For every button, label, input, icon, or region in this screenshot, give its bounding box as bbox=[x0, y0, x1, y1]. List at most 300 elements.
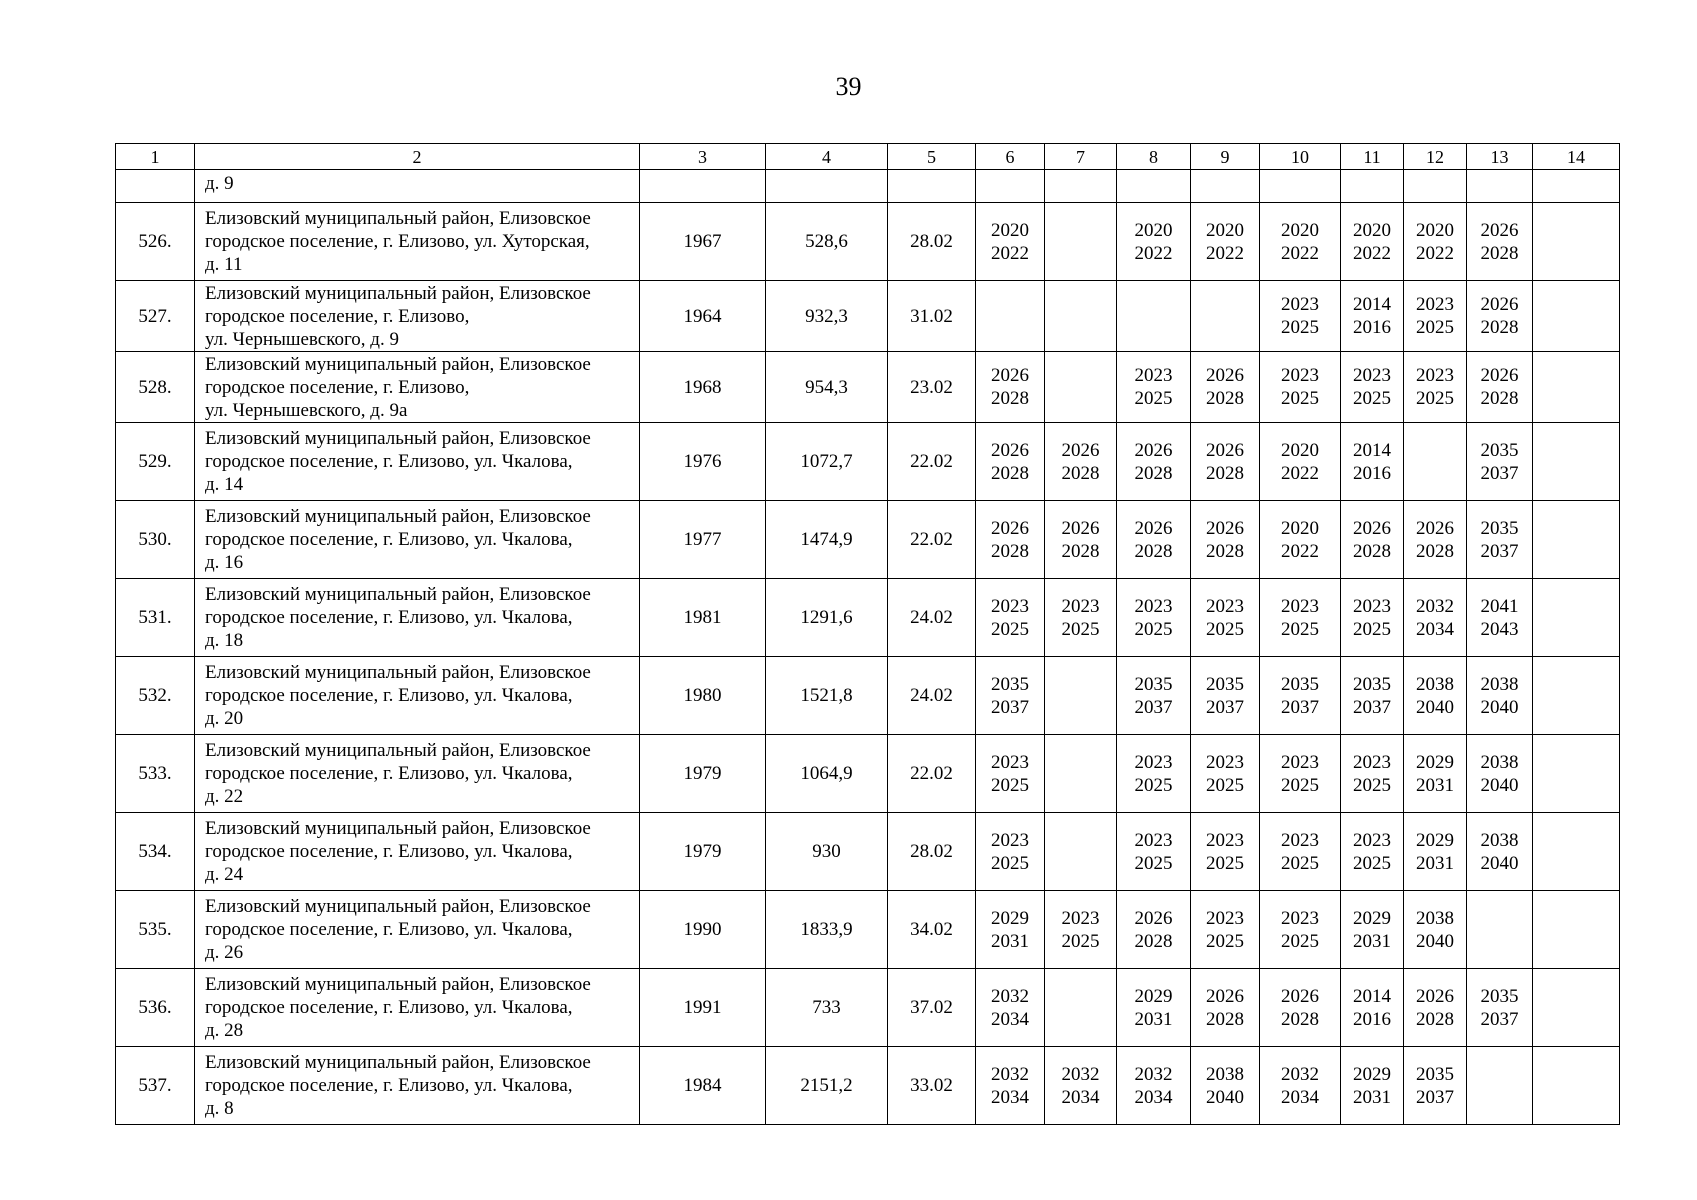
period-year: 2023 bbox=[1134, 829, 1173, 851]
period-year: 2016 bbox=[1353, 1008, 1391, 1030]
period-year: 2026 bbox=[1281, 985, 1319, 1007]
address-line: Елизовский муниципальный район, Елизовское bbox=[205, 208, 591, 229]
period-year: 2029 bbox=[991, 907, 1029, 929]
period-year: 2026 bbox=[1480, 294, 1519, 315]
address-line: городское поселение, г. Елизово, ул. Чкалова, bbox=[205, 1075, 573, 1096]
cell-note bbox=[1533, 501, 1620, 579]
cell-code: 31.02 bbox=[888, 281, 976, 352]
cell-period-7 bbox=[1045, 579, 1117, 657]
cell-period-12 bbox=[1404, 352, 1467, 423]
period-year: 2023 bbox=[1061, 595, 1100, 617]
period-year: 2031 bbox=[1134, 1008, 1173, 1030]
period-year: 2026 bbox=[1480, 219, 1519, 241]
period-year: 2037 bbox=[1134, 696, 1173, 718]
period-year: 2035 bbox=[1206, 673, 1244, 695]
cell-period-12 bbox=[1404, 657, 1467, 735]
cell-address bbox=[195, 501, 640, 579]
cell-area: 1291,6 bbox=[766, 579, 888, 657]
period-year: 2035 bbox=[1281, 673, 1319, 695]
period-year: 2023 bbox=[1206, 751, 1244, 773]
period-year: 2038 bbox=[1480, 673, 1519, 695]
period-year: 2028 bbox=[1061, 462, 1100, 484]
cell-period-9 bbox=[1191, 501, 1260, 579]
cell-period-6 bbox=[976, 969, 1045, 1047]
cell-period-13 bbox=[1467, 423, 1533, 501]
period-year: 2025 bbox=[1353, 388, 1391, 409]
cell-year-built: 1980 bbox=[640, 657, 766, 735]
period-year: 2038 bbox=[1480, 829, 1519, 851]
period-year: 2023 bbox=[1206, 907, 1244, 929]
period-year: 2043 bbox=[1480, 618, 1519, 640]
cell-year-built: 1976 bbox=[640, 423, 766, 501]
address-line: ул. Чернышевского, д. 9 bbox=[205, 328, 399, 350]
cell-note bbox=[1533, 969, 1620, 1047]
cell-year-built: 1977 bbox=[640, 501, 766, 579]
cell-period-6 bbox=[976, 501, 1045, 579]
period-year: 2025 bbox=[1134, 388, 1173, 409]
cell-note bbox=[1533, 1047, 1620, 1125]
cell-area: 2151,2 bbox=[766, 1047, 888, 1125]
address-line: Елизовский муниципальный район, Елизовское bbox=[205, 506, 591, 527]
address-line: городское поселение, г. Елизово, bbox=[205, 376, 470, 398]
cell-period-10 bbox=[1260, 501, 1341, 579]
period-year: 2025 bbox=[1353, 852, 1391, 874]
period-year: 2020 bbox=[1281, 439, 1319, 461]
period-year: 2023 bbox=[1281, 829, 1319, 851]
cell-period-9 bbox=[1191, 281, 1260, 352]
cell-period-7 bbox=[1045, 891, 1117, 969]
cell-year-built: 1991 bbox=[640, 969, 766, 1047]
period-year: 2040 bbox=[1416, 696, 1454, 718]
cell-period-13 bbox=[1467, 969, 1533, 1047]
period-year: 2028 bbox=[1281, 1008, 1319, 1030]
period-year: 2026 bbox=[1134, 907, 1173, 929]
cell-period-10 bbox=[1260, 423, 1341, 501]
period-year: 2023 bbox=[1281, 751, 1319, 773]
cell-period-12 bbox=[1404, 969, 1467, 1047]
cell-period-11 bbox=[1341, 969, 1404, 1047]
cell-period-12 bbox=[1404, 735, 1467, 813]
period-year: 2026 bbox=[1206, 985, 1244, 1007]
period-year: 2026 bbox=[1206, 439, 1244, 461]
period-year: 2028 bbox=[1206, 540, 1244, 562]
cell-address bbox=[195, 281, 640, 352]
address-line: Елизовский муниципальный район, Елизовское bbox=[205, 584, 591, 605]
address-line: Елизовский муниципальный район, Елизовское bbox=[205, 974, 591, 995]
period-year: 2023 bbox=[1061, 907, 1100, 929]
period-year: 2022 bbox=[1353, 242, 1391, 264]
cell-period-7 bbox=[1045, 501, 1117, 579]
period-year: 2029 bbox=[1134, 985, 1173, 1007]
cell-period-9 bbox=[1191, 813, 1260, 891]
address-line: д. 11 bbox=[205, 254, 243, 275]
column-header-8: 8 bbox=[1117, 144, 1191, 170]
cell-note bbox=[1533, 735, 1620, 813]
table-row bbox=[116, 352, 1620, 423]
period-year: 2023 bbox=[1353, 595, 1391, 617]
column-header-14: 14 bbox=[1533, 144, 1620, 170]
period-year: 2034 bbox=[1134, 1086, 1173, 1108]
cell-period-12 bbox=[1404, 501, 1467, 579]
cell-note bbox=[1533, 281, 1620, 352]
cell-period-11 bbox=[1341, 281, 1404, 352]
cell-period-10 bbox=[1260, 891, 1341, 969]
cell-period-12 bbox=[1404, 281, 1467, 352]
cell-area: 1521,8 bbox=[766, 657, 888, 735]
cell-year-built: 1981 bbox=[640, 579, 766, 657]
cell-area: 930 bbox=[766, 813, 888, 891]
period-year: 2028 bbox=[1206, 1008, 1244, 1030]
cell-period-6 bbox=[976, 657, 1045, 735]
cell-code: 23.02 bbox=[888, 352, 976, 423]
cell-address bbox=[195, 735, 640, 813]
cell-address bbox=[195, 813, 640, 891]
cell-note bbox=[1533, 657, 1620, 735]
period-year: 2025 bbox=[1281, 774, 1319, 796]
period-year: 2026 bbox=[991, 365, 1029, 386]
period-year: 2022 bbox=[1281, 540, 1319, 562]
period-year: 2023 bbox=[1206, 829, 1244, 851]
cell-period-11 bbox=[1341, 735, 1404, 813]
address-line: Елизовский муниципальный район, Елизовское bbox=[205, 282, 591, 304]
cell-period-7 bbox=[1045, 352, 1117, 423]
period-year: 2031 bbox=[991, 930, 1029, 952]
period-year: 2025 bbox=[1061, 618, 1100, 640]
address-line: Елизовский муниципальный район, Елизовское bbox=[205, 428, 591, 449]
cell-area: 1833,9 bbox=[766, 891, 888, 969]
period-year: 2037 bbox=[1416, 1086, 1454, 1108]
cell-period-7 bbox=[1045, 969, 1117, 1047]
cell-period-11 bbox=[1341, 352, 1404, 423]
cell-period-6 bbox=[976, 281, 1045, 352]
cell-period-13 bbox=[1467, 657, 1533, 735]
address-line: городское поселение, г. Елизово, ул. Чкалова, bbox=[205, 529, 573, 550]
period-year: 2020 bbox=[1206, 219, 1244, 241]
cell-period-13 bbox=[1467, 1047, 1533, 1125]
cell-period-11 bbox=[1341, 501, 1404, 579]
period-year: 2038 bbox=[1416, 907, 1454, 929]
cell-note bbox=[1533, 423, 1620, 501]
table-row bbox=[116, 1047, 1620, 1125]
address-line: д. 8 bbox=[205, 1098, 234, 1119]
address-line: д. 28 bbox=[205, 1020, 244, 1041]
cell-period-10 bbox=[1260, 813, 1341, 891]
table-row bbox=[116, 579, 1620, 657]
period-year: 2028 bbox=[1416, 540, 1454, 562]
period-year: 2014 bbox=[1353, 439, 1391, 461]
period-year: 2026 bbox=[991, 517, 1029, 539]
cell-period-13 bbox=[1467, 579, 1533, 657]
period-year: 2031 bbox=[1416, 774, 1454, 796]
period-year: 2029 bbox=[1353, 1063, 1391, 1085]
cell-year-built: 1968 bbox=[640, 352, 766, 423]
period-year: 2025 bbox=[991, 852, 1029, 874]
period-year: 2020 bbox=[1134, 219, 1173, 241]
cell-note bbox=[1533, 813, 1620, 891]
cell-period-10 bbox=[1260, 352, 1341, 423]
period-year: 2032 bbox=[1061, 1063, 1100, 1085]
period-year: 2035 bbox=[1134, 673, 1173, 695]
cell-period-9 bbox=[1191, 203, 1260, 281]
cell-period-8 bbox=[1117, 203, 1191, 281]
period-year: 2028 bbox=[1134, 462, 1173, 484]
cell-address bbox=[195, 657, 640, 735]
cell-period-11 bbox=[1341, 891, 1404, 969]
address-line: городское поселение, г. Елизово, ул. Чкалова, bbox=[205, 685, 573, 706]
period-year: 2025 bbox=[1281, 618, 1319, 640]
address-line: городское поселение, г. Елизово, ул. Хуторская, bbox=[205, 231, 590, 252]
period-year: 2022 bbox=[1281, 242, 1319, 264]
cell-period-7 bbox=[1045, 423, 1117, 501]
address-line: Елизовский муниципальный район, Елизовское bbox=[205, 353, 591, 375]
cell-num: 530. bbox=[116, 501, 195, 579]
period-year: 2025 bbox=[1134, 618, 1173, 640]
cell-period-9 bbox=[1191, 891, 1260, 969]
cell-code: 22.02 bbox=[888, 501, 976, 579]
cell-num: 535. bbox=[116, 891, 195, 969]
cell-code: 28.02 bbox=[888, 203, 976, 281]
cell-period-10 bbox=[1260, 281, 1341, 352]
period-year: 2014 bbox=[1353, 985, 1391, 1007]
period-year: 2023 bbox=[1353, 751, 1391, 773]
period-year: 2032 bbox=[1134, 1063, 1173, 1085]
cell-period-6 bbox=[976, 352, 1045, 423]
period-year: 2029 bbox=[1416, 829, 1454, 851]
cell-address: д. 9 bbox=[195, 170, 640, 203]
period-year: 2028 bbox=[1416, 1008, 1454, 1030]
period-year: 2026 bbox=[1206, 517, 1244, 539]
cell-period-11 bbox=[1341, 423, 1404, 501]
address-line: Елизовский муниципальный район, Елизовское bbox=[205, 896, 591, 917]
cell-address bbox=[195, 423, 640, 501]
period-year: 2032 bbox=[1416, 595, 1454, 617]
period-year: 2025 bbox=[1353, 618, 1391, 640]
cell-num: 528. bbox=[116, 352, 195, 423]
period-year: 2034 bbox=[1416, 618, 1454, 640]
cell-period-7 bbox=[1045, 735, 1117, 813]
cell-period-7 bbox=[1045, 1047, 1117, 1125]
period-year: 2023 bbox=[1134, 365, 1173, 386]
cell-num: 526. bbox=[116, 203, 195, 281]
cell-period-8 bbox=[1117, 579, 1191, 657]
period-year: 2028 bbox=[1480, 317, 1519, 338]
period-year: 2041 bbox=[1480, 595, 1519, 617]
column-header-1: 1 bbox=[116, 144, 195, 170]
period-year: 2025 bbox=[1134, 774, 1173, 796]
period-year: 2031 bbox=[1416, 852, 1454, 874]
cell-address bbox=[195, 969, 640, 1047]
period-year: 2035 bbox=[1416, 1063, 1454, 1085]
period-year: 2025 bbox=[1281, 388, 1319, 409]
period-year: 2038 bbox=[1206, 1063, 1244, 1085]
period-year: 2029 bbox=[1416, 751, 1454, 773]
period-year: 2035 bbox=[1480, 439, 1519, 461]
continuation-row bbox=[116, 170, 1620, 203]
cell-period-10 bbox=[1260, 735, 1341, 813]
cell-period-13 bbox=[1467, 735, 1533, 813]
period-year: 2025 bbox=[1061, 930, 1100, 952]
period-year: 2023 bbox=[1281, 907, 1319, 929]
cell-address bbox=[195, 352, 640, 423]
cell-note bbox=[1533, 352, 1620, 423]
period-year: 2028 bbox=[1134, 540, 1173, 562]
address-line: городское поселение, г. Елизово, ул. Чкалова, bbox=[205, 919, 573, 940]
table-row bbox=[116, 735, 1620, 813]
cell-period-6 bbox=[976, 891, 1045, 969]
period-year: 2035 bbox=[991, 673, 1029, 695]
period-year: 2031 bbox=[1353, 1086, 1391, 1108]
period-year: 2026 bbox=[1134, 517, 1173, 539]
period-year: 2022 bbox=[1281, 462, 1319, 484]
column-header-7: 7 bbox=[1045, 144, 1117, 170]
cell-num: 534. bbox=[116, 813, 195, 891]
table-row bbox=[116, 891, 1620, 969]
cell-period-12 bbox=[1404, 203, 1467, 281]
address-line: городское поселение, г. Елизово, ул. Чкалова, bbox=[205, 997, 573, 1018]
cell-period-9 bbox=[1191, 969, 1260, 1047]
cell-period-13 bbox=[1467, 501, 1533, 579]
column-header-6: 6 bbox=[976, 144, 1045, 170]
cell-num: 533. bbox=[116, 735, 195, 813]
cell-area: 528,6 bbox=[766, 203, 888, 281]
period-year: 2025 bbox=[1134, 852, 1173, 874]
period-year: 2025 bbox=[1281, 852, 1319, 874]
period-year: 2035 bbox=[1480, 985, 1519, 1007]
period-year: 2025 bbox=[991, 618, 1029, 640]
cell-note bbox=[1533, 579, 1620, 657]
cell-period-8 bbox=[1117, 969, 1191, 1047]
address-line: ул. Чернышевского, д. 9а bbox=[205, 399, 408, 421]
period-year: 2037 bbox=[1206, 696, 1244, 718]
cell-period-7 bbox=[1045, 281, 1117, 352]
period-year: 2028 bbox=[1206, 388, 1244, 409]
cell-period-13 bbox=[1467, 891, 1533, 969]
period-year: 2025 bbox=[1206, 774, 1244, 796]
column-header-9: 9 bbox=[1191, 144, 1260, 170]
cell-period-8 bbox=[1117, 423, 1191, 501]
cell-num: 531. bbox=[116, 579, 195, 657]
period-year: 2023 bbox=[1281, 294, 1319, 315]
period-year: 2023 bbox=[991, 595, 1029, 617]
cell-period-8 bbox=[1117, 891, 1191, 969]
period-year: 2037 bbox=[1480, 462, 1519, 484]
address-line: Елизовский муниципальный район, Елизовское bbox=[205, 818, 591, 839]
period-year: 2028 bbox=[1134, 930, 1173, 952]
period-year: 2029 bbox=[1353, 907, 1391, 929]
cell-code: 34.02 bbox=[888, 891, 976, 969]
cell-period-10 bbox=[1260, 657, 1341, 735]
column-header-4: 4 bbox=[766, 144, 888, 170]
column-header-10: 10 bbox=[1260, 144, 1341, 170]
cell-period-6 bbox=[976, 1047, 1045, 1125]
table-row bbox=[116, 813, 1620, 891]
period-year: 2032 bbox=[991, 1063, 1029, 1085]
address-line: городское поселение, г. Елизово, ул. Чкалова, bbox=[205, 763, 573, 784]
cell-code: 22.02 bbox=[888, 735, 976, 813]
cell-code: 22.02 bbox=[888, 423, 976, 501]
address-line: д. 20 bbox=[205, 708, 244, 729]
period-year: 2037 bbox=[1281, 696, 1319, 718]
period-year: 2025 bbox=[1206, 618, 1244, 640]
period-year: 2028 bbox=[991, 388, 1029, 409]
address-line: городское поселение, г. Елизово, bbox=[205, 305, 470, 327]
cell-period-8 bbox=[1117, 813, 1191, 891]
cell-period-11 bbox=[1341, 203, 1404, 281]
period-year: 2023 bbox=[1134, 751, 1173, 773]
period-year: 2040 bbox=[1480, 696, 1519, 718]
cell-period-10 bbox=[1260, 1047, 1341, 1125]
cell-period-6 bbox=[976, 423, 1045, 501]
period-year: 2028 bbox=[1206, 462, 1244, 484]
period-year: 2025 bbox=[1206, 852, 1244, 874]
period-year: 2031 bbox=[1353, 930, 1391, 952]
cell-period-11 bbox=[1341, 579, 1404, 657]
cell-num: 532. bbox=[116, 657, 195, 735]
period-year: 2026 bbox=[1061, 439, 1100, 461]
cell-num: 527. bbox=[116, 281, 195, 352]
period-year: 2037 bbox=[1480, 1008, 1519, 1030]
cell-code: 24.02 bbox=[888, 579, 976, 657]
period-year: 2025 bbox=[991, 774, 1029, 796]
cell-period-6 bbox=[976, 813, 1045, 891]
cell-period-12 bbox=[1404, 891, 1467, 969]
period-year: 2025 bbox=[1281, 317, 1319, 338]
cell-num: 536. bbox=[116, 969, 195, 1047]
cell-code: 37.02 bbox=[888, 969, 976, 1047]
cell-period-10 bbox=[1260, 203, 1341, 281]
period-year: 2022 bbox=[1206, 242, 1244, 264]
cell-period-7 bbox=[1045, 657, 1117, 735]
period-year: 2040 bbox=[1480, 852, 1519, 874]
cell-address bbox=[195, 579, 640, 657]
cell-period-9 bbox=[1191, 657, 1260, 735]
period-year: 2025 bbox=[1416, 317, 1454, 338]
column-header-5: 5 bbox=[888, 144, 976, 170]
period-year: 2035 bbox=[1353, 673, 1391, 695]
period-year: 2034 bbox=[991, 1008, 1029, 1030]
cell-period-8 bbox=[1117, 735, 1191, 813]
cell-period-7 bbox=[1045, 813, 1117, 891]
address-line: д. 18 bbox=[205, 630, 244, 651]
period-year: 2020 bbox=[1416, 219, 1454, 241]
cell-code: 28.02 bbox=[888, 813, 976, 891]
cell-period-8 bbox=[1117, 501, 1191, 579]
header-row bbox=[116, 144, 1620, 170]
housing-repair-table bbox=[115, 143, 1620, 1125]
period-year: 2026 bbox=[1134, 439, 1173, 461]
address-line: д. 24 bbox=[205, 864, 244, 885]
period-year: 2037 bbox=[1480, 540, 1519, 562]
column-header-12: 12 bbox=[1404, 144, 1467, 170]
period-year: 2026 bbox=[991, 439, 1029, 461]
cell-period-11 bbox=[1341, 657, 1404, 735]
address-line: городское поселение, г. Елизово, ул. Чкалова, bbox=[205, 607, 573, 628]
period-year: 2020 bbox=[1281, 219, 1319, 241]
page-number: 39 bbox=[835, 72, 862, 101]
period-year: 2023 bbox=[991, 751, 1029, 773]
period-year: 2026 bbox=[1416, 517, 1454, 539]
period-year: 2025 bbox=[1353, 774, 1391, 796]
period-year: 2040 bbox=[1206, 1086, 1244, 1108]
period-year: 2023 bbox=[1416, 365, 1454, 386]
period-year: 2023 bbox=[1134, 595, 1173, 617]
cell-num: 537. bbox=[116, 1047, 195, 1125]
cell-period-10 bbox=[1260, 969, 1341, 1047]
address-line: д. 16 bbox=[205, 552, 244, 573]
period-year: 2022 bbox=[991, 242, 1029, 264]
cell-period-6 bbox=[976, 203, 1045, 281]
cell-period-8 bbox=[1117, 657, 1191, 735]
